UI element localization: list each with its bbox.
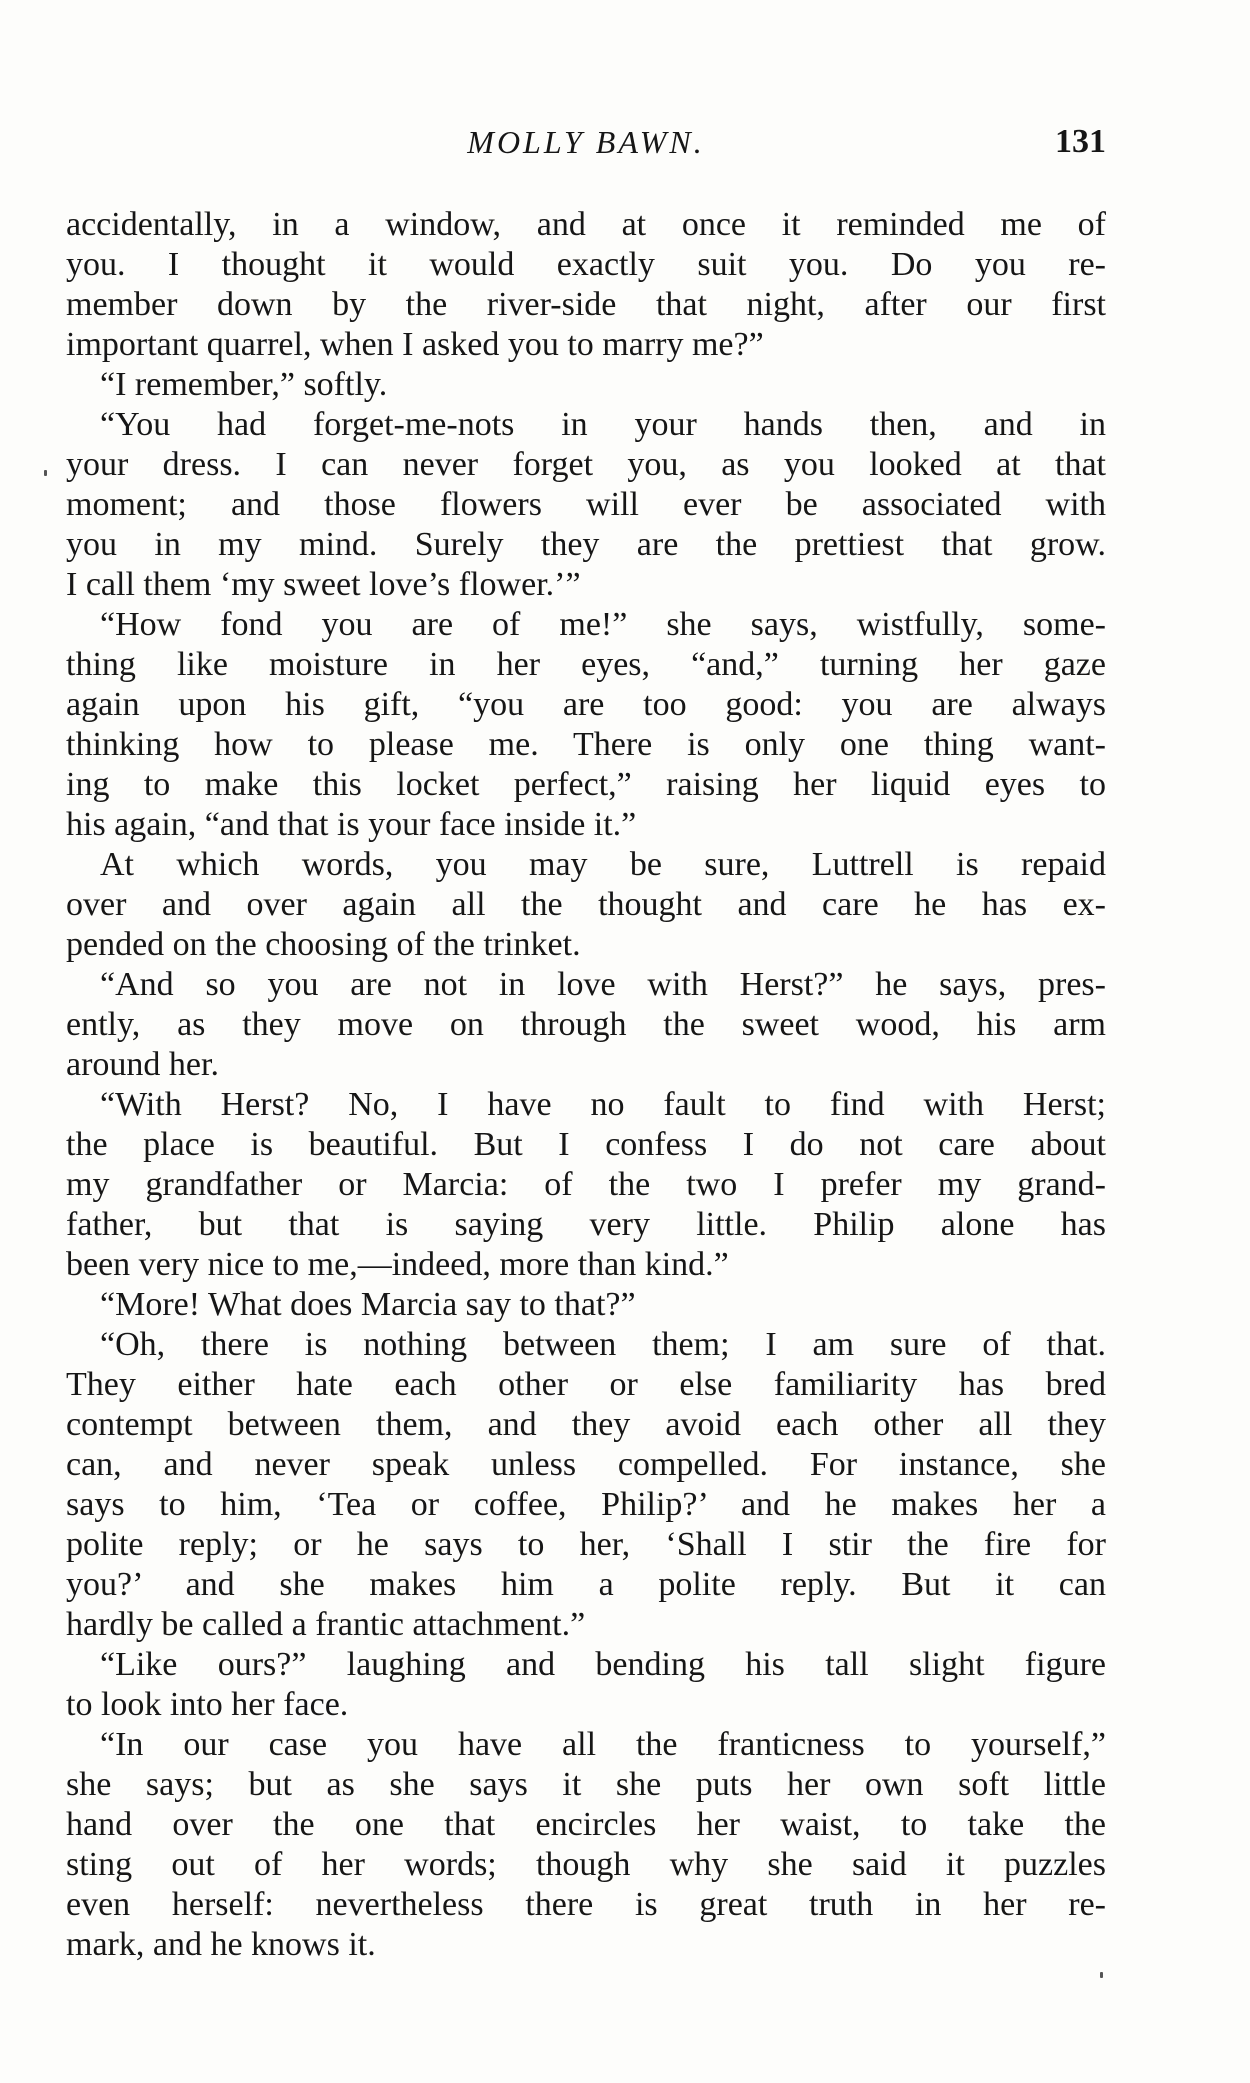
- ink-speck: [1100, 1972, 1103, 1978]
- text-line: I call them ‘my sweet love’s flower.’”: [66, 566, 581, 603]
- text-line: “You had forget-me-nots in your hands then, and in: [100, 406, 1106, 443]
- text-line: hardly be called a frantic attachment.”: [66, 1606, 586, 1643]
- text-line: to look into her face.: [66, 1686, 349, 1723]
- text-line: hand over the one that encircles her waist, to take the: [66, 1806, 1106, 1843]
- text-line: around her.: [66, 1046, 219, 1083]
- text-line: ing to make this locket perfect,” raising her liquid eyes to: [66, 766, 1106, 803]
- text-line: you?’ and she makes him a polite reply. But it can: [66, 1566, 1106, 1603]
- text-line: father, but that is saying very little. Philip alone has: [66, 1206, 1106, 1243]
- text-line: your dress. I can never forget you, as you looked at that: [66, 446, 1106, 483]
- text-line: thing like moisture in her eyes, “and,” turning her gaze: [66, 646, 1106, 683]
- text-line: “Like ours?” laughing and bending his tall slight figure: [100, 1646, 1106, 1683]
- text-line: They either hate each other or else familiarity has bred: [66, 1366, 1106, 1403]
- text-line: pended on the choosing of the trinket.: [66, 926, 581, 963]
- text-line: “And so you are not in love with Herst?” he says, pres-: [100, 966, 1106, 1003]
- text-line: thinking how to please me. There is only one thing want-: [66, 726, 1106, 763]
- text-line: mark, and he knows it.: [66, 1926, 376, 1963]
- text-line: “Oh, there is nothing between them; I am sure of that.: [100, 1326, 1106, 1363]
- text-line: says to him, ‘Tea or coffee, Philip?’ and he makes her a: [66, 1486, 1106, 1523]
- text-line: been very nice to me,—indeed, more than kind.”: [66, 1246, 729, 1283]
- page-number: 131: [1055, 123, 1106, 160]
- text-line: my grandfather or Marcia: of the two I prefer my grand-: [66, 1166, 1106, 1203]
- text-line: “In our case you have all the franticness to yourself,”: [100, 1726, 1106, 1763]
- text-line: she says; but as she says it she puts her own soft little: [66, 1766, 1106, 1803]
- text-line: sting out of her words; though why she said it puzzles: [66, 1846, 1106, 1883]
- text-line: you. I thought it would exactly suit you. Do you re-: [66, 246, 1106, 283]
- body-text: [66, 205, 1106, 1965]
- text-line: the place is beautiful. But I confess I do not care about: [66, 1126, 1106, 1163]
- text-line: again upon his gift, “you are too good: you are always: [66, 686, 1106, 723]
- text-line: contempt between them, and they avoid each other all they: [66, 1406, 1106, 1443]
- text-line: over and over again all the thought and care he has ex-: [66, 886, 1106, 923]
- text-line: “How fond you are of me!” she says, wistfully, some-: [100, 606, 1106, 643]
- text-line: member down by the river-side that night, after our first: [66, 286, 1106, 323]
- text-line: moment; and those flowers will ever be associated with: [66, 486, 1106, 523]
- text-line: important quarrel, when I asked you to marry me?”: [66, 326, 764, 363]
- text-line: his again, “and that is your face inside it.”: [66, 806, 637, 843]
- text-line: you in my mind. Surely they are the prettiest that grow.: [66, 526, 1106, 563]
- ink-speck: [44, 470, 47, 476]
- running-head: [66, 122, 1106, 172]
- text-line: “With Herst? No, I have no fault to find with Herst;: [100, 1086, 1106, 1123]
- text-line: even herself: nevertheless there is great truth in her re-: [66, 1886, 1106, 1923]
- text-line: ently, as they move on through the sweet wood, his arm: [66, 1006, 1106, 1043]
- text-line: polite reply; or he says to her, ‘Shall I stir the fire for: [66, 1526, 1106, 1563]
- text-line: accidentally, in a window, and at once it reminded me of: [66, 206, 1106, 243]
- text-line: At which words, you may be sure, Luttrell is repaid: [100, 846, 1106, 883]
- text-line: “More! What does Marcia say to that?”: [100, 1286, 636, 1323]
- running-title: MOLLY BAWN.: [467, 124, 705, 160]
- text-line: can, and never speak unless compelled. For instance, she: [66, 1446, 1106, 1483]
- text-line: “I remember,” softly.: [100, 366, 388, 403]
